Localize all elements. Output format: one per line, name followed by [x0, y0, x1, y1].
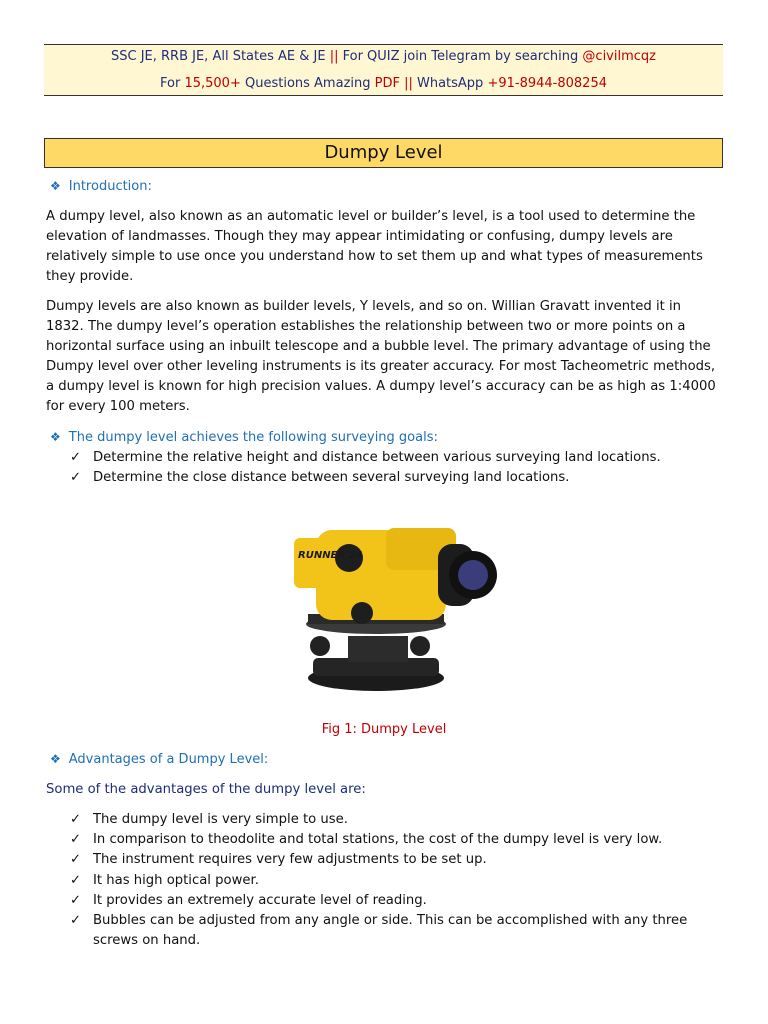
banner-line-1	[44, 49, 723, 64]
check-icon: ✓	[70, 832, 82, 847]
intro-paragraph-2	[46, 297, 722, 417]
dumpy-level-image	[268, 518, 500, 698]
paragraph-line: Dumpy levels are also known as builder levels, Y levels, and so on. Willian Gravatt invented it in	[46, 299, 682, 314]
brand-label: RUNNER 24	[298, 550, 363, 561]
list-item	[70, 448, 722, 468]
diamond-bullet-icon: ❖	[50, 752, 61, 766]
banner-separator: ||	[329, 49, 339, 64]
whatsapp-number[interactable]: +91-8944-808254	[487, 76, 607, 91]
question-count: 15,500+	[184, 76, 241, 91]
diamond-bullet-icon: ❖	[50, 430, 61, 444]
banner-text: Questions Amazing	[240, 76, 375, 91]
list-item	[70, 830, 722, 850]
check-icon: ✓	[70, 873, 82, 888]
check-icon: ✓	[70, 893, 82, 908]
paragraph-line: elevation of landmasses. Though they may appear intimidating or confusing, dumpy levels are	[46, 229, 673, 244]
list-item-text: The instrument requires very few adjustments to be set up.	[93, 852, 487, 867]
list-item-text: screws on hand.	[93, 933, 201, 948]
list-item	[70, 871, 722, 891]
diamond-bullet-icon: ❖	[50, 179, 61, 193]
check-icon: ✓	[70, 852, 82, 867]
advantages-subheading: Some of the advantages of the dumpy level are:	[46, 782, 366, 797]
goals-heading-text: The dumpy level achieves the following surveying goals:	[68, 430, 438, 445]
header-banner	[44, 44, 723, 96]
list-item	[70, 911, 722, 951]
list-item-text: It provides an extremely accurate level of reading.	[93, 893, 427, 908]
paragraph-line: they provide.	[46, 269, 134, 284]
telegram-handle[interactable]: @civilmcqz	[582, 49, 656, 64]
paragraph-line: A dumpy level, also known as an automatic level or builder’s level, is a tool used to determine the	[46, 209, 696, 224]
intro-heading-text: Introduction:	[68, 179, 152, 194]
banner-text: For	[160, 76, 185, 91]
banner-separator: ||	[399, 76, 417, 91]
intro-paragraph-1	[46, 207, 722, 287]
list-item	[70, 810, 722, 830]
intro-heading	[50, 179, 152, 194]
list-item	[70, 468, 722, 488]
page-title: Dumpy Level	[44, 138, 723, 168]
goals-heading	[50, 430, 438, 445]
paragraph-line: horizontal surface using an inbuilt telescope and a bubble level. The primary advantage of using the	[46, 339, 711, 354]
list-item-text: Determine the close distance between several surveying land locations.	[93, 470, 570, 485]
paragraph-line: Dumpy level over other leveling instruments is its greater accuracy. For most Tacheometric methods,	[46, 359, 716, 374]
check-icon: ✓	[70, 812, 82, 827]
check-icon: ✓	[70, 470, 82, 485]
paragraph-line: relatively simple to use once you understand how to set them up and what types of measurements	[46, 249, 703, 264]
advantages-heading-text: Advantages of a Dumpy Level:	[68, 752, 269, 767]
paragraph-line: for every 100 meters.	[46, 399, 190, 414]
list-item-text: Bubbles can be adjusted from any angle or side. This can be accomplished with any three	[93, 913, 688, 928]
check-icon: ✓	[70, 913, 82, 928]
pdf-label: PDF	[374, 76, 400, 91]
banner-text: For QUIZ join Telegram by searching	[338, 49, 583, 64]
banner-text: WhatsApp	[416, 76, 488, 91]
banner-text: SSC JE, RRB JE, All States AE & JE	[110, 49, 330, 64]
paragraph-line: a dumpy level is known for high precision values. A dumpy level’s accuracy can be as high as 1:4000	[46, 379, 716, 394]
check-icon: ✓	[70, 450, 82, 465]
list-item-text: It has high optical power.	[93, 873, 259, 888]
figure-caption: Fig 1: Dumpy Level	[321, 722, 447, 737]
list-item	[70, 850, 722, 870]
advantages-heading	[50, 752, 268, 767]
list-item-text: In comparison to theodolite and total stations, the cost of the dumpy level is very low.	[93, 832, 663, 847]
list-item-text: Determine the relative height and distance between various surveying land locations.	[93, 450, 661, 465]
paragraph-line: 1832. The dumpy level’s operation establishes the relationship between two or more points on a	[46, 319, 686, 334]
banner-line-2	[44, 76, 723, 91]
list-item	[70, 891, 722, 911]
list-item-text: The dumpy level is very simple to use.	[93, 812, 348, 827]
